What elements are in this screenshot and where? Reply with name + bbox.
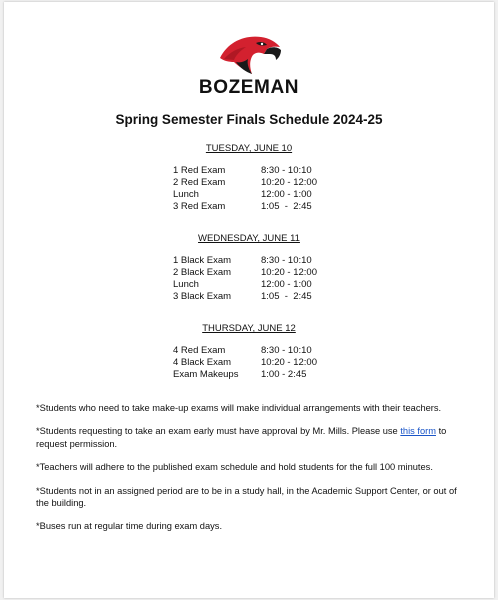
note-makeup: *Students who need to take make-up exams will make individual arrangements with their teachers.	[36, 403, 442, 413]
note-text: *Students requesting to take an exam early must have approval by Mr. Mills. Please use	[36, 426, 401, 437]
day-heading: TUESDAY, JUNE 10	[205, 143, 293, 154]
page-title: Spring Semester Finals Schedule 2024-25	[115, 112, 383, 127]
schedule-row	[173, 369, 325, 381]
note-buses: *Buses run at regular time during exam days.	[36, 521, 223, 532]
day-heading: WEDNESDAY, JUNE 11	[198, 233, 300, 244]
schedule-row	[173, 255, 325, 267]
day-section-tuesday	[4, 143, 494, 213]
schedule-row	[173, 201, 325, 213]
note-early-exam	[36, 425, 466, 450]
period-label: 2 Red Exam	[173, 177, 226, 188]
schedule-row	[173, 177, 325, 189]
day-section-thursday	[4, 323, 494, 381]
day-heading: THURSDAY, JUNE 12	[202, 323, 296, 334]
period-label: Lunch	[173, 279, 199, 290]
period-time: 10:20 - 12:00	[261, 177, 317, 188]
period-label: 3 Black Exam	[173, 291, 232, 302]
schedule-row	[173, 279, 325, 291]
schedule-table	[173, 255, 325, 303]
period-time: 1:05 - 2:45	[261, 291, 312, 302]
document-page	[4, 2, 494, 598]
schedule-row	[173, 291, 325, 303]
hawk-logo-icon	[214, 32, 284, 78]
request-form-link[interactable]: this form	[400, 426, 436, 437]
note-text: to request permission.	[36, 426, 447, 449]
period-label: 1 Black Exam	[173, 255, 232, 266]
schedule-row	[173, 165, 325, 177]
schedule-table	[173, 345, 325, 381]
notes-section	[36, 402, 466, 544]
schedule-row	[173, 345, 325, 357]
period-label: 4 Red Exam	[173, 345, 226, 356]
period-label: 1 Red Exam	[173, 165, 226, 176]
period-label: Exam Makeups	[173, 369, 239, 380]
note-study-hall: *Students not in an assigned period are to be in a study hall, in the Academic Support Center, or out of the building.	[36, 485, 457, 509]
period-time: 8:30 - 10:10	[261, 165, 312, 176]
period-time: 10:20 - 12:00	[261, 357, 317, 368]
period-time: 12:00 - 1:00	[261, 189, 312, 200]
period-time: 8:30 - 10:10	[261, 345, 312, 356]
period-time: 1:05 - 2:45	[261, 201, 312, 212]
day-section-wednesday	[4, 233, 494, 303]
period-time: 10:20 - 12:00	[261, 267, 317, 278]
period-time: 12:00 - 1:00	[261, 279, 312, 290]
schedule-row	[173, 357, 325, 369]
period-label: 3 Red Exam	[173, 201, 226, 212]
period-label: 2 Black Exam	[173, 267, 232, 278]
period-time: 8:30 - 10:10	[261, 255, 312, 266]
period-label: Lunch	[173, 189, 199, 200]
note-teachers: *Teachers will adhere to the published exam schedule and hold students for the full 100 minutes.	[36, 462, 433, 473]
logo-wordmark: BOZEMAN	[198, 77, 300, 98]
schedule-row	[173, 189, 325, 201]
period-time: 1:00 - 2:45	[261, 369, 307, 380]
logo	[4, 32, 494, 99]
schedule-table	[173, 165, 325, 213]
period-label: 4 Black Exam	[173, 357, 232, 368]
schedule-row	[173, 267, 325, 279]
